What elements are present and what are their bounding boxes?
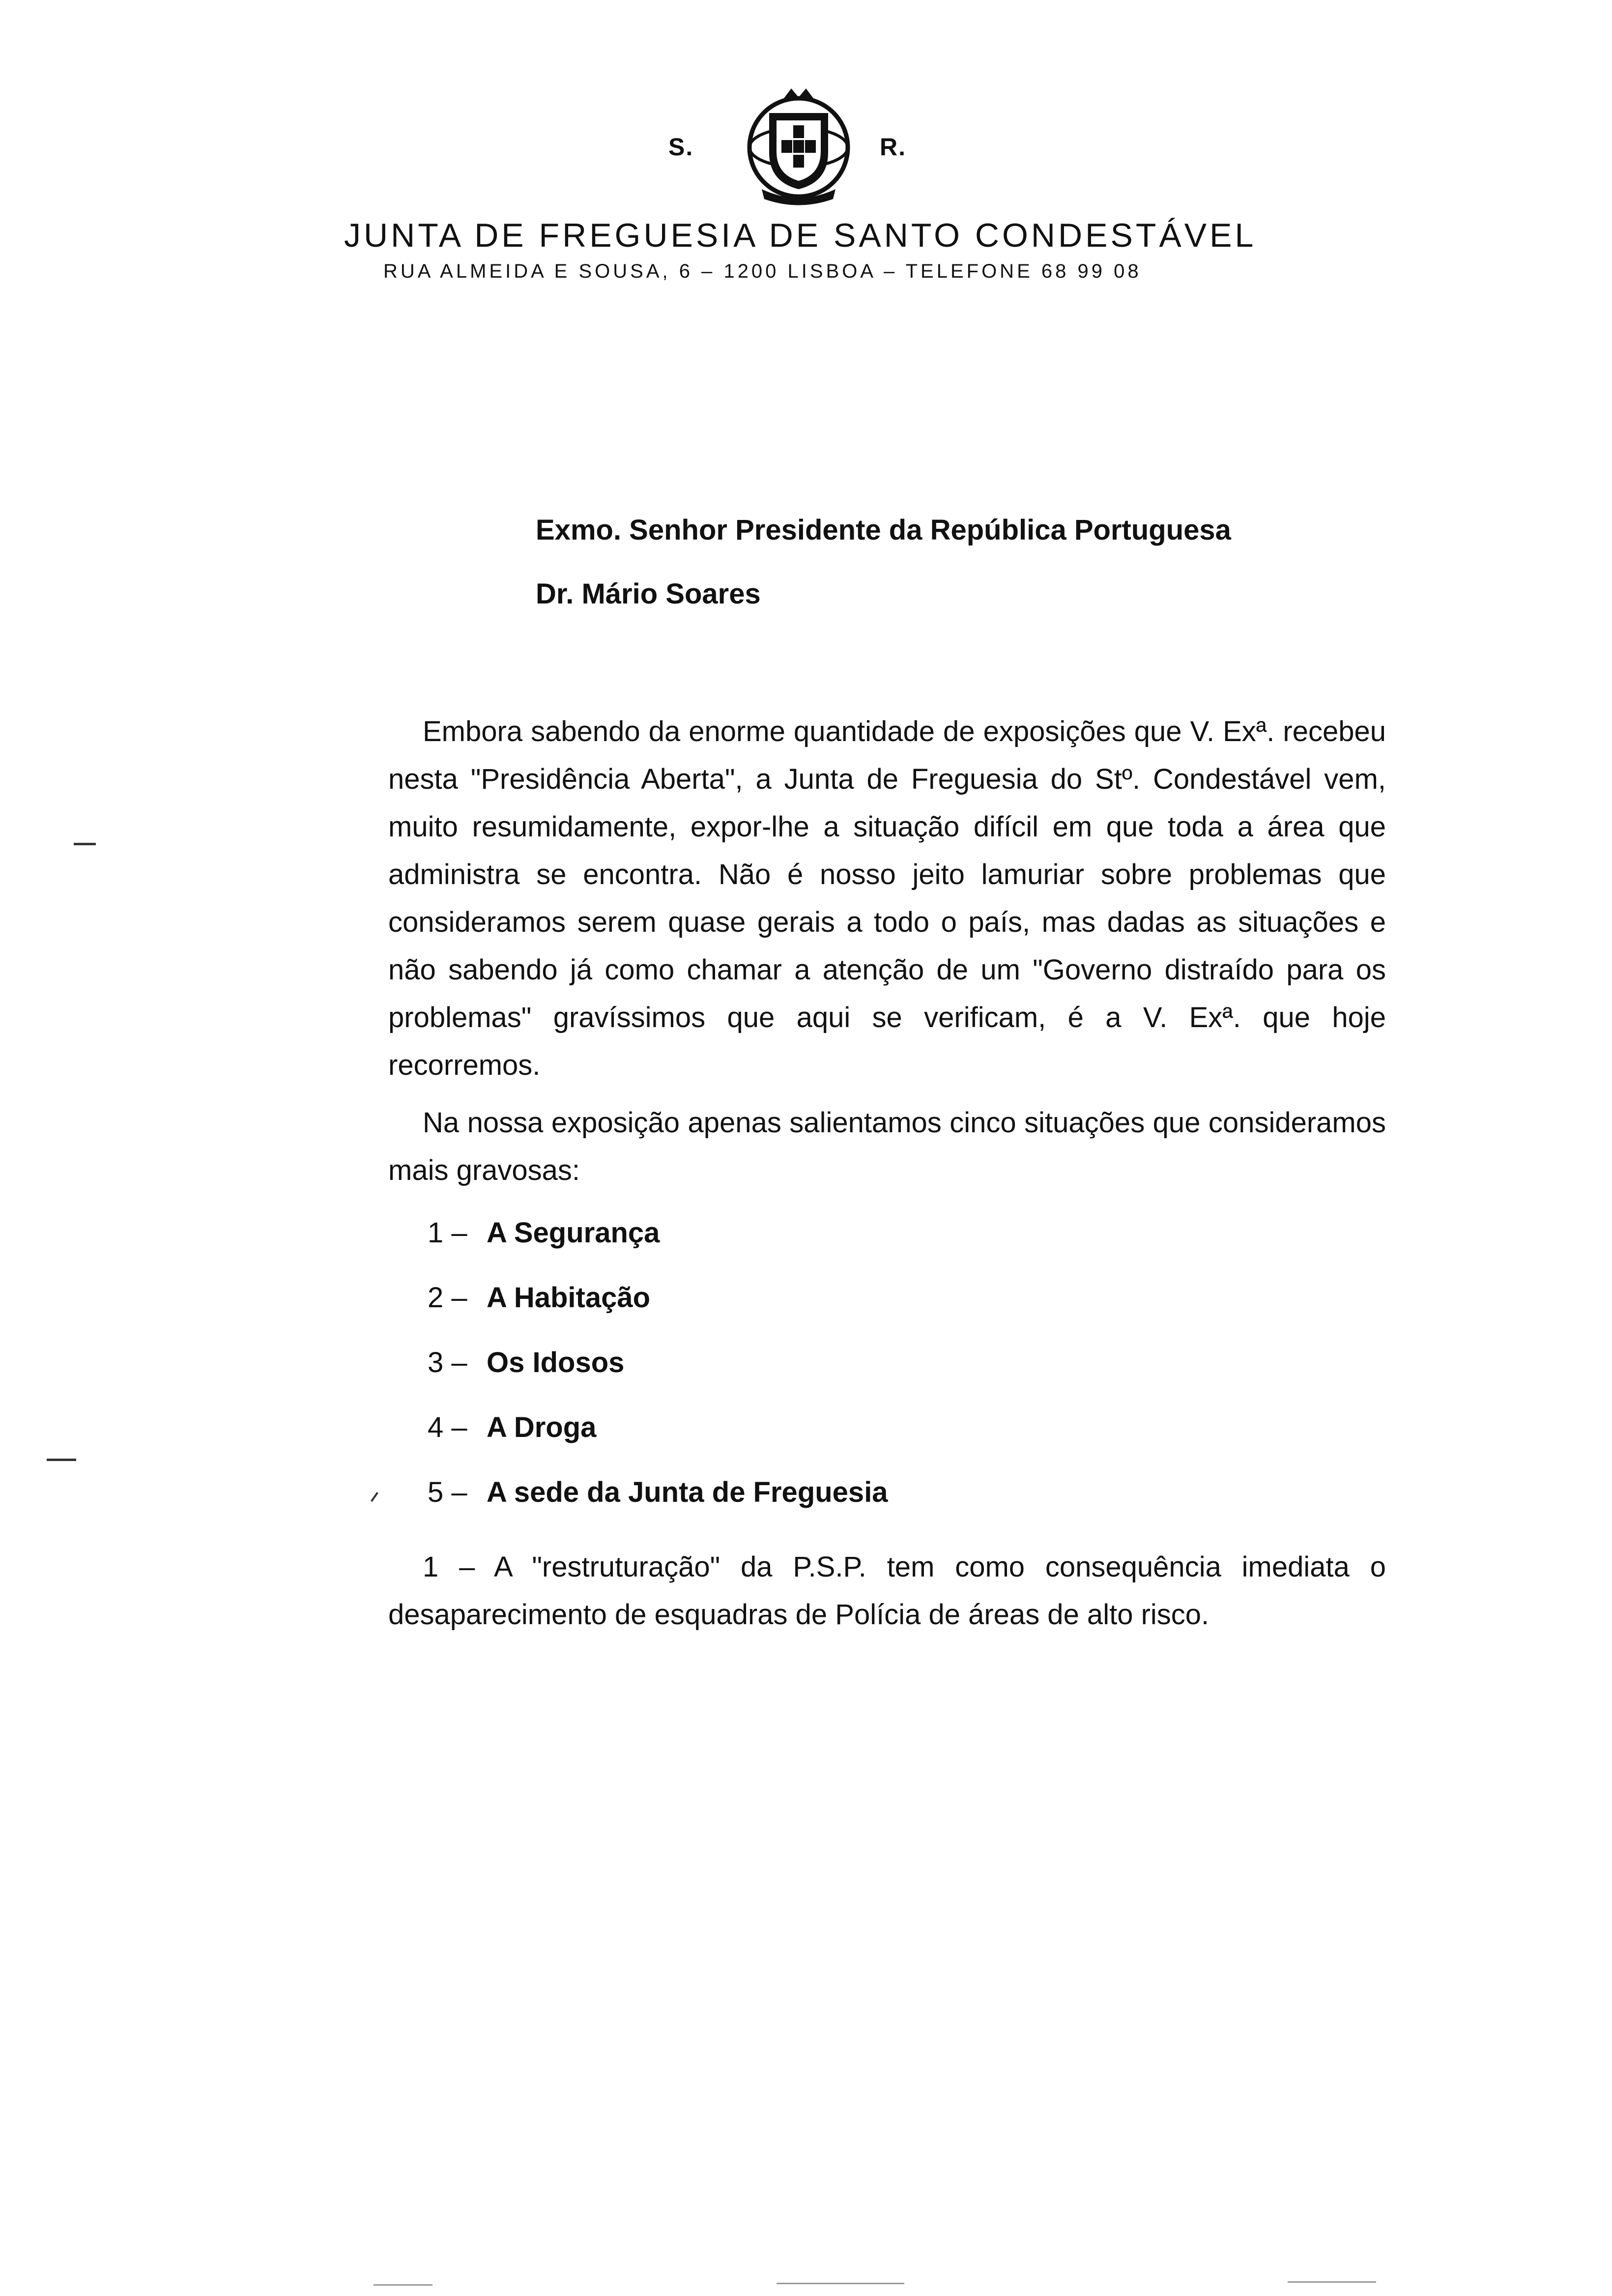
list-item-number: 5 – bbox=[428, 1476, 467, 1508]
scan-mark bbox=[74, 843, 96, 845]
list-item bbox=[388, 1209, 1386, 1274]
addressee-name: Dr. Mário Soares bbox=[536, 578, 761, 610]
body-paragraph-2: Na nossa exposição apenas salientamos cinco situações que consideramos mais gravosas: bbox=[388, 1107, 1386, 1186]
scan-mark bbox=[1288, 2281, 1376, 2283]
scan-mark bbox=[47, 1459, 76, 1461]
portuguese-coat-of-arms-icon bbox=[742, 84, 855, 206]
scan-mark bbox=[777, 2283, 904, 2284]
crest-row bbox=[668, 84, 934, 216]
organization-address: RUA ALMEIDA E SOUSA, 6 – 1200 LISBOA – TELEFONE 68 99 08 bbox=[383, 260, 1142, 282]
addressee-title: Exmo. Senhor Presidente da República Portuguesa bbox=[536, 514, 1231, 546]
letter-body bbox=[388, 708, 1386, 1638]
list-item-label: A Segurança bbox=[487, 1217, 660, 1249]
issues-list bbox=[388, 1209, 1386, 1533]
list-item-number: 2 – bbox=[428, 1282, 467, 1314]
organization-name: JUNTA DE FREGUESIA DE SANTO CONDESTÁVEL bbox=[344, 217, 1257, 254]
list-item-label: A Habitação bbox=[487, 1282, 651, 1314]
list-item-label: A sede da Junta de Freguesia bbox=[487, 1476, 888, 1508]
list-item-label: Os Idosos bbox=[487, 1347, 625, 1378]
list-item-number: 3 – bbox=[428, 1347, 467, 1378]
body-paragraph-1: Embora sabendo da enorme quantidade de exposições que V. Exª. recebeu nesta "Presidência Aberta", a Junta de Freguesia do Stº. Condestável vem, muito resumidamente, expor-lhe a situação difícil em que toda a área que administra se encontra. Não é nosso jeito lamuriar sobre problemas que consideramos serem quase gerais a todo o país, mas dadas as situações e não sabendo já como chamar a atenção de um "Governo distraído para os problemas" gravíssimos que aqui se verificam, é a V. Exª. que hoje recorremos. bbox=[388, 716, 1386, 1081]
scan-mark bbox=[374, 2284, 432, 2286]
list-item-label: A Droga bbox=[487, 1411, 597, 1443]
addressee-block bbox=[536, 514, 1231, 641]
list-item-number: 1 – bbox=[428, 1217, 467, 1249]
letterhead-right-initial: R. bbox=[880, 133, 906, 161]
list-item bbox=[388, 1339, 1386, 1404]
list-item bbox=[388, 1468, 1386, 1533]
list-item bbox=[388, 1274, 1386, 1339]
scan-mark bbox=[371, 1492, 378, 1502]
letterhead-left-initial: S. bbox=[668, 133, 694, 161]
list-item-number: 4 – bbox=[428, 1411, 467, 1443]
list-item bbox=[388, 1404, 1386, 1468]
body-paragraph-3: 1 – A "restruturação" da P.S.P. tem como consequência imediata o desaparecimento de esquadras de Polícia de áreas de alto risco. bbox=[388, 1551, 1386, 1631]
